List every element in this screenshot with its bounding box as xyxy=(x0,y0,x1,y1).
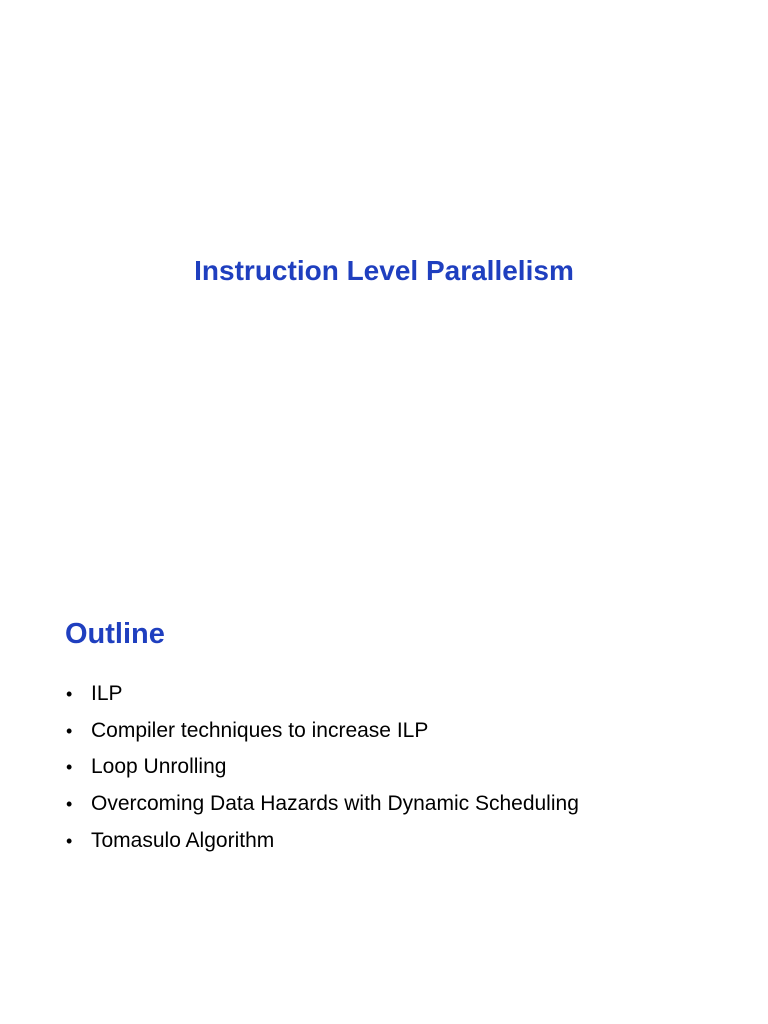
bullet-icon: • xyxy=(66,757,73,778)
list-item-label: Loop Unrolling xyxy=(91,755,227,779)
list-item-label: Tomasulo Algorithm xyxy=(91,828,275,852)
outline-list xyxy=(66,676,579,859)
list-item xyxy=(66,749,579,786)
bullet-icon: • xyxy=(66,794,73,815)
bullet-icon: • xyxy=(66,720,73,741)
list-item xyxy=(66,676,579,713)
page-title: Instruction Level Parallelism xyxy=(194,255,574,286)
list-item-label: ILP xyxy=(91,682,123,706)
list-item-label: Compiler techniques to increase ILP xyxy=(91,718,429,742)
outline-heading: Outline xyxy=(65,618,165,650)
list-item-label: Overcoming Data Hazards with Dynamic Scheduling xyxy=(91,792,579,816)
list-item xyxy=(66,786,579,823)
list-item xyxy=(66,713,579,750)
list-item xyxy=(66,822,579,859)
bullet-icon: • xyxy=(66,830,73,851)
bullet-icon: • xyxy=(66,684,73,705)
